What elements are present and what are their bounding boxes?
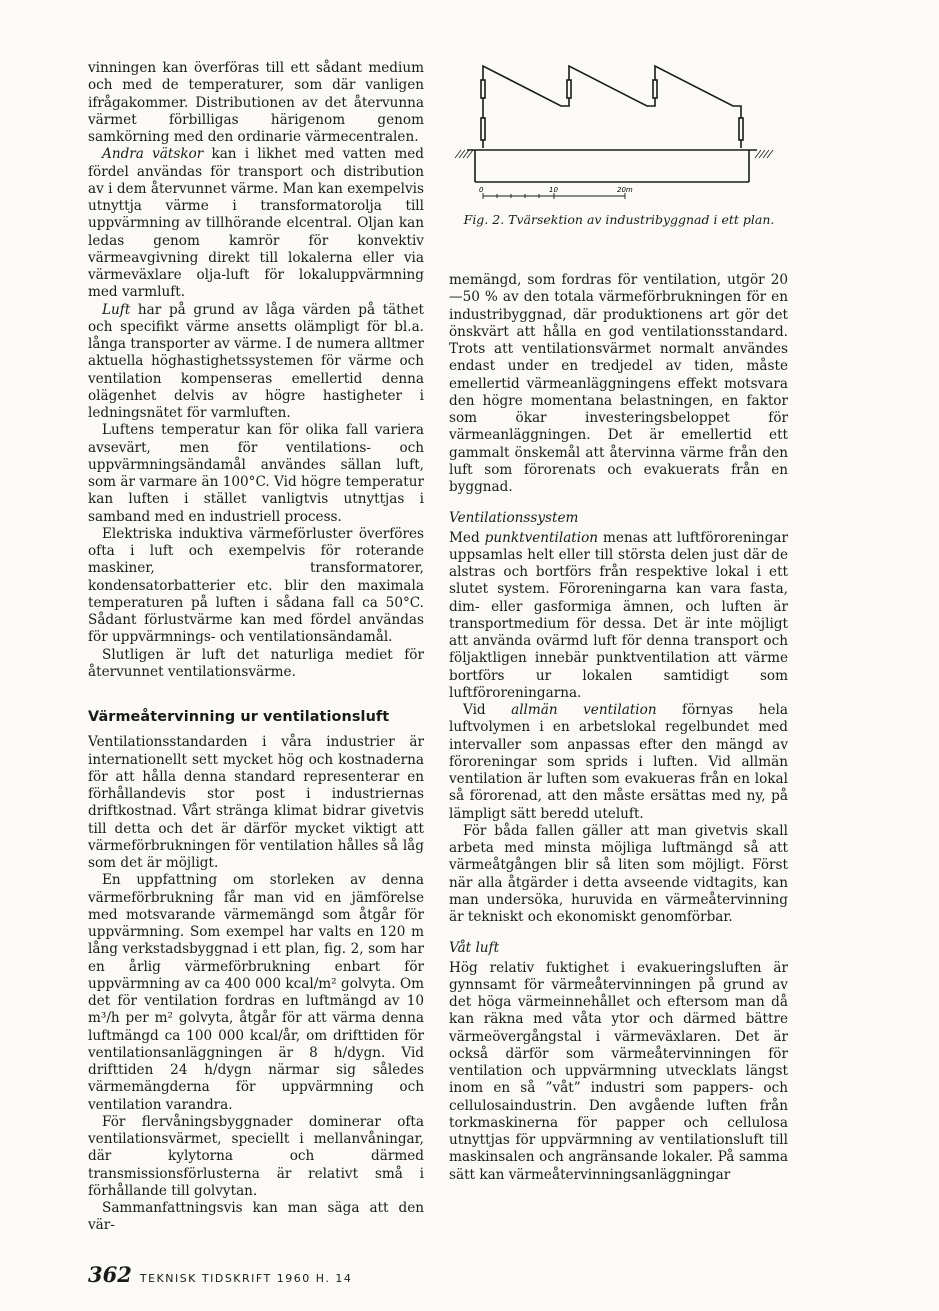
subheading: Ventilationssystem [449, 510, 579, 527]
right-column [449, 272, 788, 1184]
paragraph: Ventilationsstandarden i våra industrier är internationellt sett mycket hög och kostnaderna för att hålla denna standard representerar en förhållandevis stor post i industriernas driftkostnad. Vårt stränga klimat bidrar givetvis till detta och det är därför mycket viktigt att värmeförbrukningen för ventilation hålles så låg som det är möjligt. [88, 734, 424, 871]
page-number: 362 [88, 1262, 132, 1287]
building-cross-section-figure [449, 58, 789, 208]
paragraph: Elektriska induktiva värmeförluster överföres ofta i luft och exempelvis för roterande maskiner, transformatorer, kondensatorbatterier etc. blir den maximala temperaturen på luften i sådana fall ca 50°C. Sådant förlustvärme kan med fördel användas för uppvärmnings- och ventilationsändamål. [88, 525, 424, 646]
paragraph: Sammanfattningsvis kan man säga att den vär- [88, 1200, 424, 1234]
paragraph: För båda fallen gäller att man givetvis skall arbeta med minsta möjliga luftmängd så att värmeåtgången blir så liten som möjligt. Först när alla åtgärder i detta avseende vidtagits, kan man undersöka, huruvida en värmeåtervinning är tekniskt och ekonomiskt genomförbar. [449, 822, 788, 925]
page-footer [88, 1262, 352, 1287]
paragraph: Hög relativ fuktighet i evakueringsluften är gynnsamt för värmeåtervinningen på grund av det höga värmeinnehållet och eftersom man då kan räkna med våta ytor och därmed bättre värmeövergångstal i värmeväxlaren. Det är också därför som värmeåtervinningen för ventilation och uppvärmning utvecklats längst inom en så ”våt” industri som pappers- och cellulosaindustrin. Den avgående luften från torkmaskinerna för papper och cellulosa utnyttjas för uppvärmning av ventilationsluft till maskinsalen och angränsande lokaler. På samma sätt kan värmeåtervinningsanläggningar [449, 959, 788, 1183]
paragraph-text: har på grund av låga värden på täthet och specifikt värme ansetts olämpligt för bl.a. långa transporter av värme. I de numera alltmer aktuella höghastighetssystemen för värme och ventilation kompenseras emellertid denna olägenhet delvis av högre hastigheter i ledningsnätet för varmluften. [88, 301, 424, 421]
subheading: Våt luft [449, 940, 500, 957]
emphasis: Andra vätskor [102, 146, 204, 163]
paragraph-text: menas att luftföroreningar uppsamlas helt eller till största delen just där de alstras och bortförs från respektive lokal i ett slutet system. Föroreningarna kan vara fasta, dim- eller gasformiga ämnen, och luften är transportmedium för dessa. Det är inte möjligt att använda ovärmd luft för denna transport och följaktligen innebär punktventilation att värme bortförs ur lokalen samtidigt som luftföroreningarna. [449, 529, 788, 701]
emphasis: Luft [102, 301, 131, 318]
emphasis: punktventilation [484, 529, 599, 546]
figure-caption: Fig. 2. Tvärsektion av industribyggnad i ett plan. [463, 212, 775, 227]
paragraph [449, 530, 788, 703]
section-heading: Värmeåtervinning ur ventilationsluft [88, 709, 390, 725]
emphasis: allmän ventilation [511, 702, 657, 718]
paragraph [449, 702, 788, 823]
paragraph: Luftens temperatur kan för olika fall variera avsevärt, men för ventilations- och uppvärmningsändamål användes sällan luft, som är varmare än 100°C. Vid högre temperatur kan luften i stället vanligtvis utnyttjas i samband med en industriell process. [88, 422, 424, 525]
paragraph-text: kan i likhet med vatten med fördel användas för transport och distribution av i dem återvunnet värme. Man kan exempelvis utnyttja värme i transformatorolja till uppvärmning av tillhörande elcentral. Oljan kan ledas genom kamrör för konvektiv värmeavgivning direkt till lokalerna eller via värmeväxlare olja-luft för lokaluppvärmning med varmluft. [88, 146, 424, 301]
paragraph: vinningen kan överföras till ett sådant medium och med de temperaturer, som där vanligen ifrågakommer. Distributionen av det återvunna värmet förbilligas härigenom genom samkörning med den ordinarie värmecentralen. [88, 60, 424, 145]
paragraph [88, 302, 424, 423]
paragraph-text: Med [449, 529, 485, 546]
paragraph: En uppfattning om storleken av denna värmeförbrukning får man vid en jämförelse med motsvarande värmemängd som åtgår för uppvärmning. Som exempel har valts en 120 m lång verkstadsbyggnad i ett plan, fig. 2, som har en årlig värmeförbrukning enbart för uppvärmning av ca 400 000 kcal/m² golvyta. Om det för ventilation fordras en luftmängd av 10 m³/h per m² golvyta, åtgår för att värma denna luftmängd ca 100 000 kcal/år, om drifttiden för ventilationsanläggningen är 8 h/dygn. Vid drifttiden 24 h/dygn närmar sig således värmemängderna för uppvärmning och ventilation varandra. [88, 872, 424, 1113]
left-column [88, 60, 424, 1235]
paragraph [88, 146, 424, 301]
paragraph: memängd, som fordras för ventilation, utgör 20—50 % av den totala värmeförbrukningen för en industribyggnad, där produktionens art gör det önskvärt att hålla en god ventilationsstandard. Trots att ventilationsvärmet normalt användes endast under en tredjedel av tiden, måste emellertid värmeanläggningens effekt motsvara den högre momentana belastningen, en faktor som ökar investeringsbeloppet för värmeanläggningen. Det är emellertid ett gammalt önskemål att återvinna värme från den luft som förorenats och evakuerats från en byggnad. [449, 272, 788, 495]
journal-name: TEKNISK TIDSKRIFT 1960 H. 14 [139, 1272, 353, 1285]
paragraph: Slutligen är luft det naturliga mediet för återvunnet ventilationsvärme. [88, 646, 424, 680]
scale-label-0: 0 [479, 186, 484, 194]
paragraph: För flervåningsbyggnader dominerar ofta ventilationsvärmet, speciellt i mellanvåningar, där kylytorna och därmed transmissionsförlusterna är relativt små i förhållande till golvytan. [88, 1113, 424, 1199]
scale-label-10: 10 [549, 186, 558, 194]
paragraph-text: förnyas hela luftvolymen i en arbetslokal regelbundet med intervaller som anpassas efter den mängd av föroreningar som sprids i luften. Vid allmän ventilation är luften som evakueras från en lokal så förorenad, att den måste ersättas med ny, på lämpligt sätt beredd uteluft. [449, 702, 788, 822]
scale-label-20m: 20m [617, 186, 633, 194]
paragraph-text: Vid [463, 702, 512, 718]
